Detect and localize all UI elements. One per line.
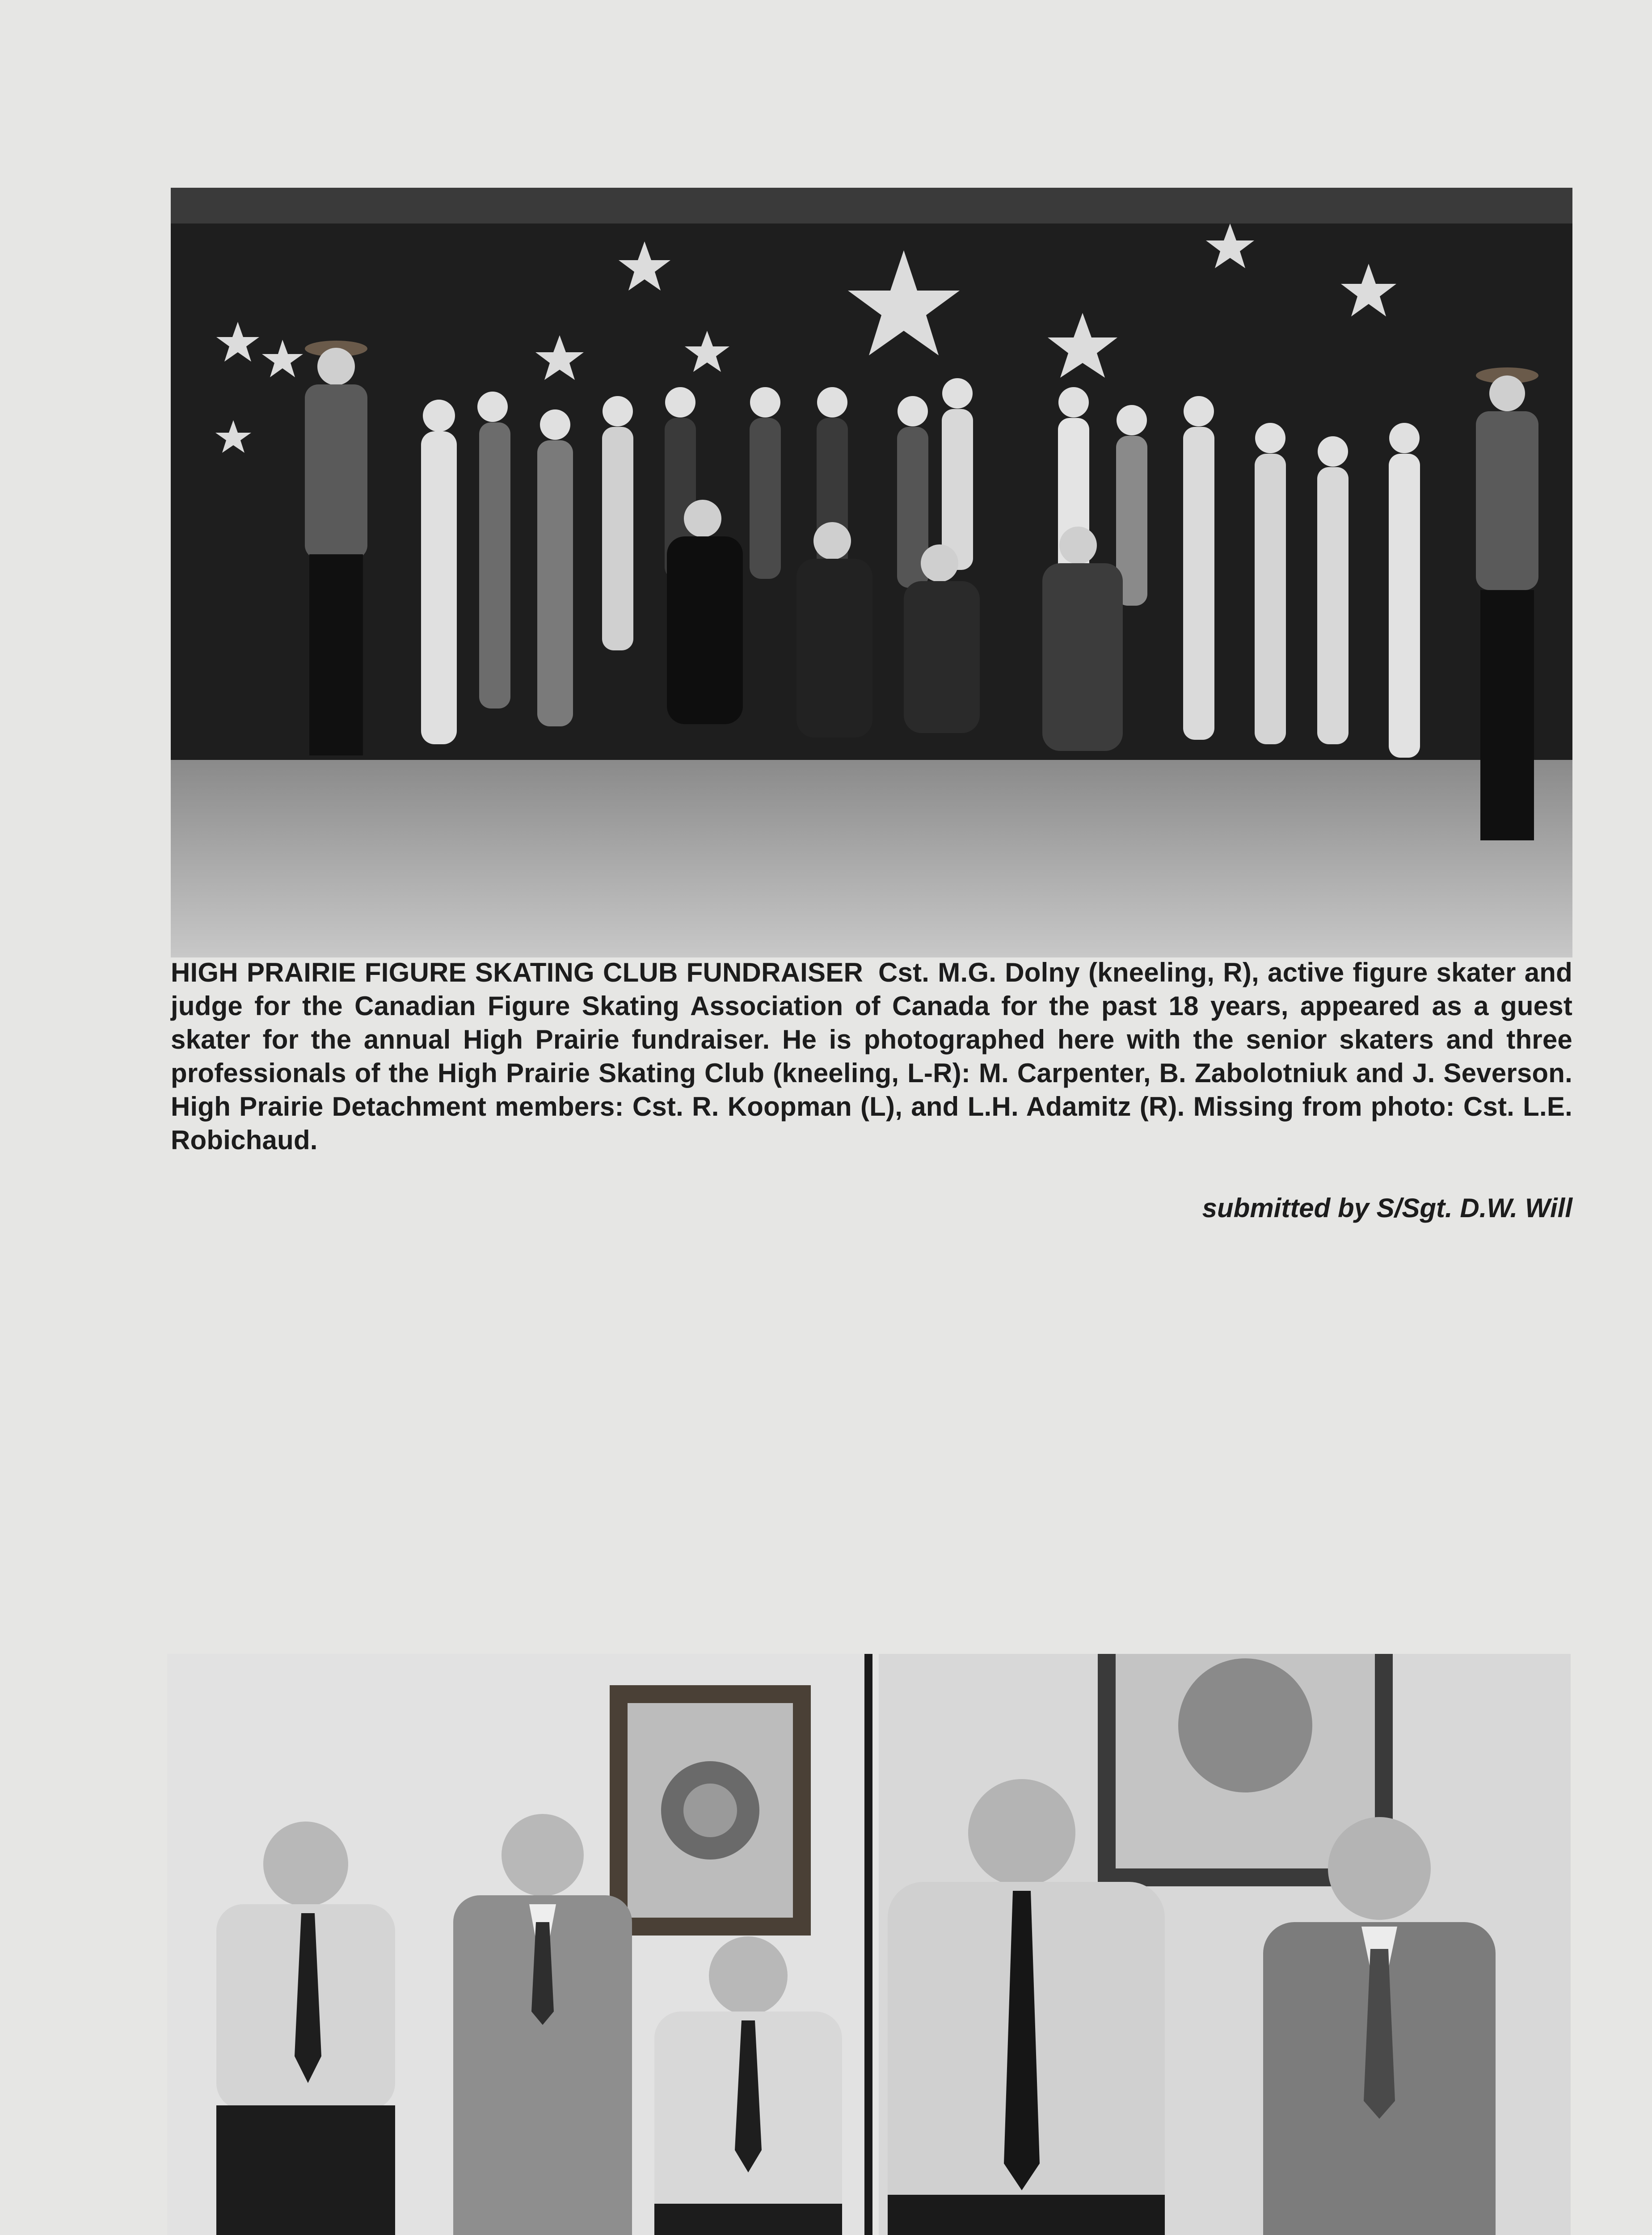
- officer-left-figure: [305, 341, 367, 755]
- caption-body: Cst. M.G. Dolny (kneeling, R), active figure skater and judge for the Canadian Figure Skating Association of Canada for the past 18 years, appeared as a guest skater for the annual High Prairie fundraiser. He is photographed here with the senior skaters and three professionals of the High Prairie Skating Club (kneeling, L-R): M. Carpenter, B. Zabolotniuk and J. Severson. High Prairie Detachment members: Cst. R. Koopman (L), and L.H. Adamitz (R). Missing from photo: Cst. L.E. Robichaud.: [171, 957, 1572, 1155]
- skating-photo-caption: [171, 956, 1572, 1157]
- swearing-left-illustration: [167, 1654, 872, 2235]
- skating-club-group-photo: [171, 188, 1572, 957]
- officer-right-figure: [1476, 367, 1538, 840]
- swearing-in-photo-left: [167, 1654, 872, 2235]
- skating-photo-illustration: [171, 188, 1572, 957]
- caption-title: HIGH PRAIRIE FIGURE SKATING CLUB FUNDRAISER: [171, 957, 863, 987]
- swearing-in-photo-right: [879, 1654, 1571, 2235]
- photo-credit: submitted by S/Sgt. D.W. Will: [1202, 1193, 1572, 1223]
- swearing-right-illustration: [879, 1654, 1571, 2235]
